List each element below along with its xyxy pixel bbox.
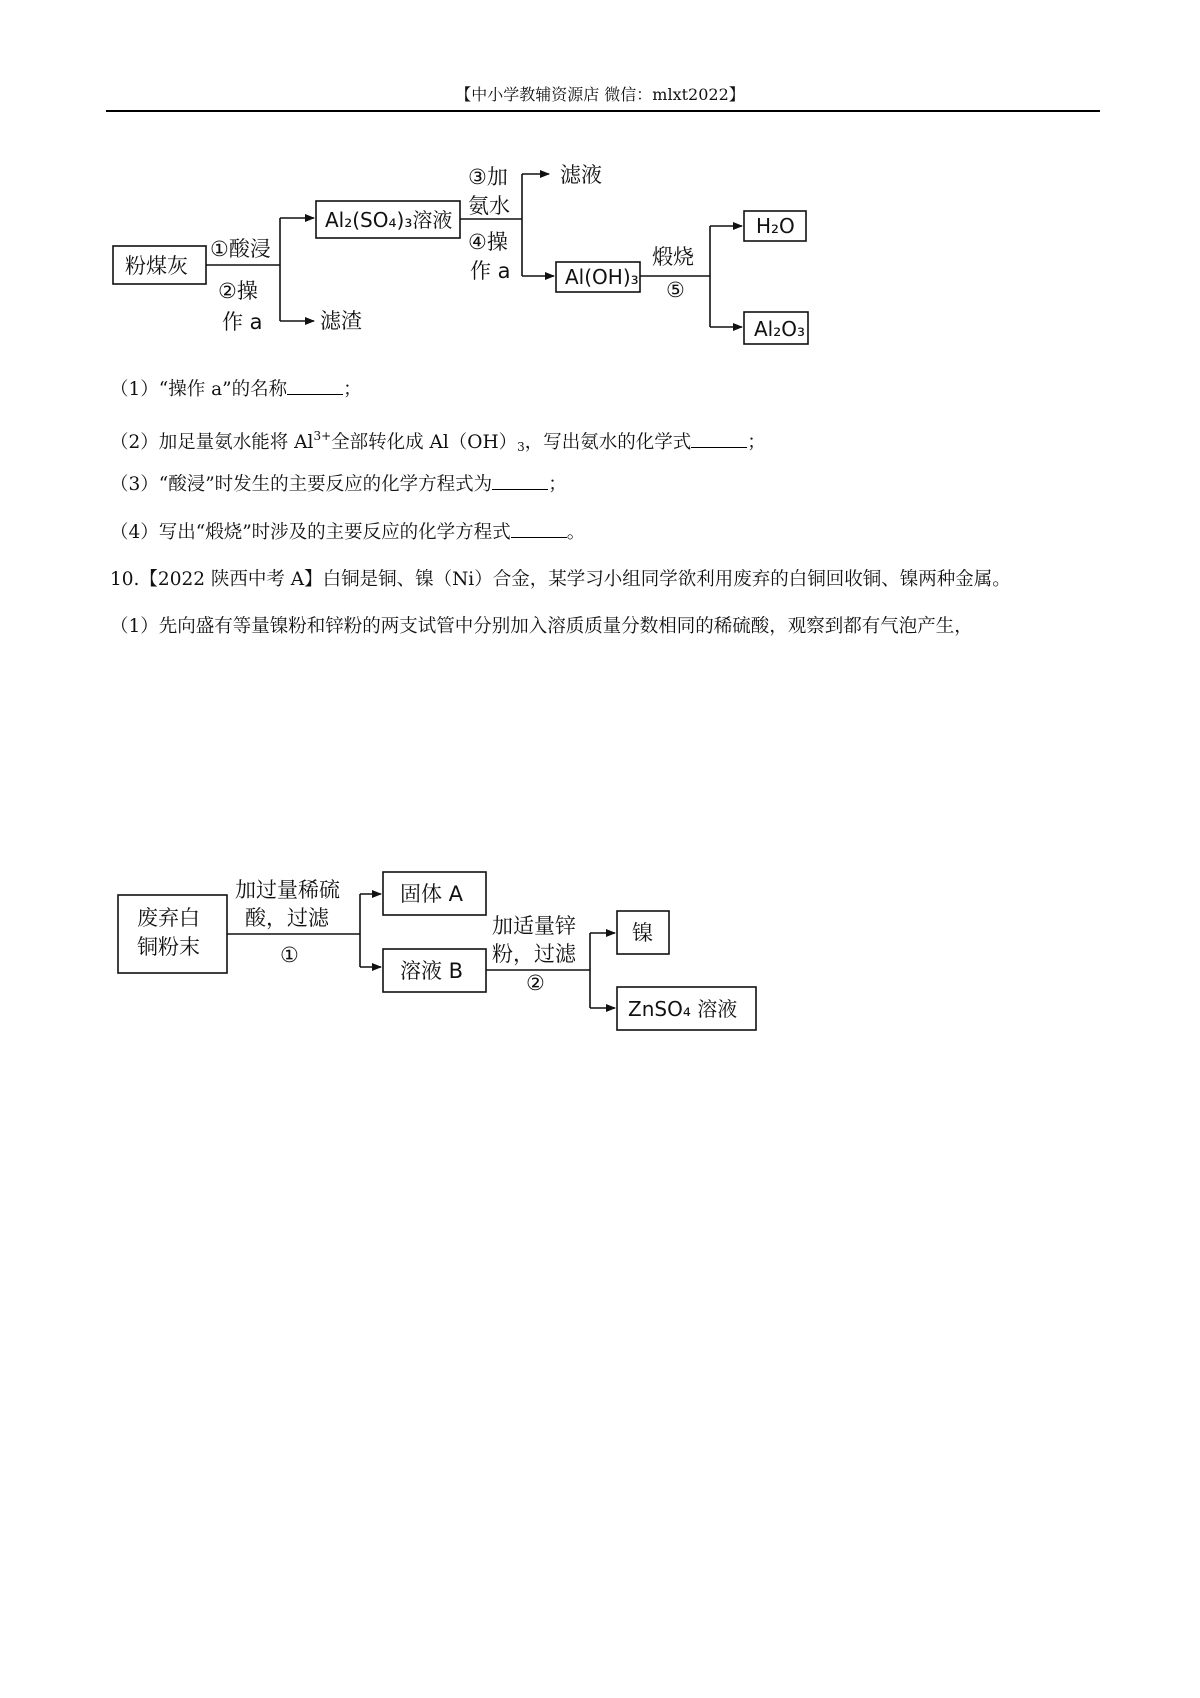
- box-al2o3: [744, 312, 808, 344]
- box-solution-b: [383, 949, 486, 992]
- d1-step3a-label: ③加: [468, 165, 508, 189]
- d2-solution-b-label: 溶液 B: [400, 959, 464, 983]
- header-rule: [106, 110, 1100, 112]
- box-nickel: [617, 911, 669, 954]
- answer-blank[interactable]: [511, 519, 567, 538]
- d1-step3b-label: 氨水: [468, 194, 510, 218]
- d2-step2c-label: ②: [526, 971, 545, 995]
- box-aloh3: [556, 262, 640, 292]
- answer-blank[interactable]: [691, 429, 747, 448]
- page-header: 【中小学教辅资源店 微信：mlxt2022】: [455, 85, 745, 104]
- d2-step2b-label: 粉，过滤: [492, 942, 576, 966]
- d1-step2a-label: ②操: [218, 279, 258, 303]
- q9-part1: （1）“操作 a”的名称 ；: [110, 376, 362, 403]
- answer-blank[interactable]: [492, 471, 548, 490]
- box-waste-copper: [118, 895, 227, 973]
- d1-hydroxide-label: Al(OH)₃: [565, 265, 639, 289]
- d1-step4b-label: 作 a: [470, 259, 511, 283]
- d1-step1-label: ①酸浸: [210, 237, 271, 261]
- box-fly-ash: [113, 246, 206, 284]
- d1-start-label: 粉煤灰: [125, 254, 188, 278]
- d2-step1a-label: 加过量稀硫: [235, 878, 340, 902]
- d2-start-b-label: 铜粉末: [137, 935, 200, 959]
- q9-part4: （4）写出“煅烧”时涉及的主要反应的化学方程式 。: [110, 519, 585, 546]
- d1-calcine-label: 煅烧: [652, 245, 694, 269]
- d2-start-a-label: 废弃白: [137, 906, 200, 930]
- d1-filtrate-label: 滤液: [560, 163, 602, 187]
- d1-residue-label: 滤渣: [320, 309, 362, 333]
- d1-oxide-label: Al₂O₃: [754, 317, 806, 341]
- d2-step1b-label: 酸，过滤: [245, 906, 329, 930]
- d2-step2a-label: 加适量锌: [492, 914, 576, 938]
- q9-part3: （3）“酸浸”时发生的主要反应的化学方程式为 ；: [110, 471, 567, 498]
- d2-step1c-label: ①: [280, 943, 299, 967]
- d2-solid-a-label: 固体 A: [400, 882, 464, 906]
- box-solid-a: [383, 872, 486, 915]
- q10-intro: 10.【2022 陕西中考 A】白铜是铜、镍（Ni）合金，某学习小组同学欲利用废弃的白铜回收铜、镍两种金属。: [110, 569, 1011, 590]
- box-h2o: [744, 211, 806, 241]
- d2-nickel-label: 镍: [632, 921, 653, 945]
- q9-part2: （2）加足量氨水能将 $Al^{3+}$全部转化成 $Al(OH)_3$，写出氨水的化学式 ；: [110, 429, 766, 454]
- q10-part1-line1: （1）先向盛有等量镍粉和锌粉的两支试管中分别加入溶质质量分数相同的稀硫酸，观察到都有气泡产生，: [110, 616, 973, 637]
- d1-step4a-label: ④操: [468, 230, 508, 254]
- d1-water-label: H₂O: [756, 214, 795, 238]
- d1-solution-label: Al₂(SO₄)₃溶液: [325, 208, 453, 232]
- d1-step5-label: ⑤: [666, 278, 685, 302]
- box-znso4: [617, 987, 756, 1030]
- d2-znso4-label: ZnSO₄ 溶液: [628, 997, 738, 1021]
- d1-step2b-label: 作 a: [222, 310, 263, 334]
- answer-blank[interactable]: [287, 376, 343, 395]
- box-al2so43: [316, 201, 460, 238]
